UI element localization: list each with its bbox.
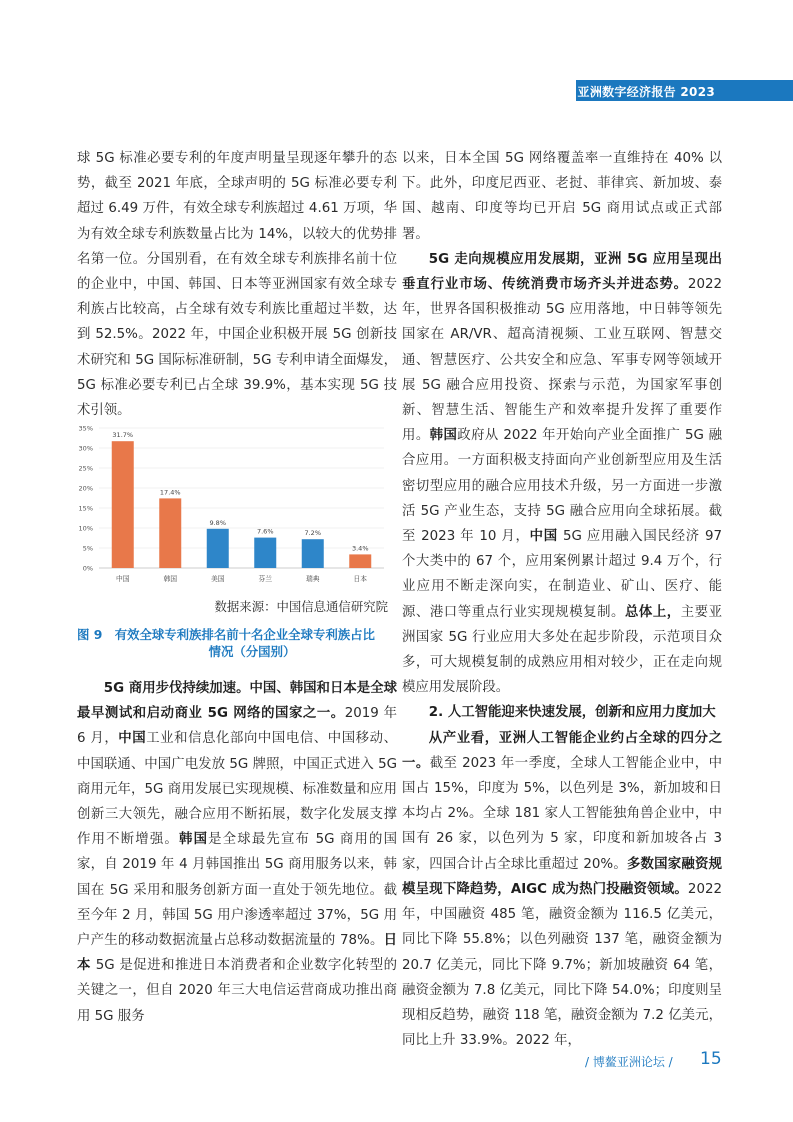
- x-tick-label: 瑞典: [305, 575, 320, 583]
- lead-sentence: 从产业看，亚洲人工智能企业约占全球的四分之一。: [402, 730, 722, 771]
- bar-value-label: 17.4%: [159, 488, 181, 497]
- bar-value-label: 7.2%: [304, 529, 322, 538]
- text-run: 是全球最先宣布 5G 商用的国家，自 2019 年 4 月韩国推出 5G 商用服务以来，韩国在 5G 采用和服务创新方面一直处于领先地位。截至今年 2 月，韩国 5G 用户渗透率超过 37%，5G 用户产生的移动数据流量占总移动数据流量的 78%。: [77, 832, 397, 949]
- footer-publisher: / 博鳌亚洲论坛 /: [585, 1055, 673, 1069]
- left-column-top: [77, 146, 397, 423]
- bar-0: [112, 441, 134, 568]
- bar-chart: [77, 418, 397, 590]
- country-korea: 韩国: [179, 832, 209, 848]
- header-bar: [576, 80, 793, 101]
- lead-sentence: 5G 商用步伐持续加速。中国、韩国和日本是全球最早测试和启动商业 5G 网络的国家之一。: [77, 681, 397, 722]
- section-heading-text: 2. 人工智能迎来快速发展，创新和应用力度加大: [428, 705, 716, 721]
- figure-caption: [77, 626, 397, 660]
- country-china: 中国: [118, 731, 147, 747]
- bar-value-label: 3.4%: [351, 544, 369, 553]
- text-run: 2022 年，中国融资 485 笔，融资金额为 116.5 亿美元，同比下降 55.8%；以色列融资 137 笔，融资金额为 20.7 亿美元，同比下降 9.7%；新加坡融资 64 笔，融资金额为 7.8 亿美元，同比下降 54.0%；印度则呈现相反趋势，融资 118 笔，融资金额为 7.2 亿美元，同比上升 33.9%。2022 年，: [402, 881, 722, 1049]
- text-run: 工业和信息化部向中国电信、中国移动、中国联通、中国广电发放 5G 牌照，中国正式进入 5G 商用元年，5G 商用发展已实现规模、标准数量和应用创新三大领先，融合应用不断拓展，数字化发展支撑作用不断增强。: [77, 731, 398, 848]
- caption-line-2: 情况（分国别）: [208, 644, 296, 659]
- text-run: 2022 年，世界各国积极推动 5G 应用落地，中日韩等领先国家在 AR/VR、超高清视频、工业互联网、智慧交通、智慧医疗、公共安全和应急、军事专网等领域开展 5G 融合应用投资、探索与示范，为国家军事创新、智慧生活、智能生产和效率提升发挥了重要作用。: [402, 277, 722, 444]
- report-title: 亚洲数字经济报告 2023: [577, 85, 715, 99]
- bar-value-label: 7.6%: [256, 527, 274, 536]
- lead-sentence-2: 多数国家融资规模呈现下降趋势，AIGC 成为热门投融资领域。: [402, 856, 722, 897]
- y-tick-label: 30%: [78, 444, 93, 453]
- x-tick-label: 日本: [353, 575, 368, 583]
- left-paragraph-1: 球 5G 标准必要专利的年度声明量呈现逐年攀升的态势，截至 2021 年底，全球声明的 5G 标准必要专利超过 6.49 万件，有效全球专利族超过 4.61 万项，华为有效全球专利族数量占比为 14%，以较大的优势排名第一位。分国别看，在有效全球专利族排名前十位的企业中，中国、韩国、日本等亚洲国家有效全球专利族占比较高，占全球有效专利族比重超过半数，达到 52.5%。2022 年，中国企业积极开展 5G 创新技术研究和 5G 国际标准研制，5G 专利申请全面爆发，5G 标准必要专利已占全球 39.9%，基本实现 5G 技术引领。: [77, 151, 397, 419]
- bar-2: [207, 529, 229, 568]
- section-heading: [402, 700, 722, 725]
- summary-lead: 总体上，: [625, 604, 681, 620]
- text-run: 5G 应用融入国民经济 97 个大类中的 67 个，应用案例累计超过 9.4 万个，行业应用不断走深向实，在制造业、矿山、医疗、能源、港口等重点行业实现规模复制。: [402, 529, 722, 620]
- country-korea: 韩国: [429, 428, 458, 444]
- y-tick-label: 0%: [82, 564, 93, 573]
- left-paragraph-2: [77, 676, 397, 1029]
- bar-value-label: 9.8%: [209, 518, 227, 527]
- text-run: 5G 是促进和推进日本消费者和企业数字化转型的关键之一，但自 2020 年三大电信运营商成功推出商用 5G 服务: [77, 958, 397, 1024]
- data-source: 数据来源：中国信息通信研究院: [214, 599, 388, 614]
- left-column-bottom: [77, 676, 397, 1029]
- country-china: 中国: [529, 529, 558, 545]
- bar-value-label: 31.7%: [112, 431, 134, 440]
- x-tick-label: 中国: [115, 575, 130, 583]
- right-paragraph-1: 以来，日本全国 5G 网络覆盖率一直维持在 40% 以下。此外，印度尼西亚、老挝、菲律宾、新加坡、泰国、越南、印度等均已开启 5G 商用试点或正式部署。: [402, 151, 722, 242]
- caption-line-1: 图 9 有效全球专利族排名前十名企业全球专利族占比: [77, 627, 375, 642]
- right-column: [402, 146, 722, 1053]
- y-tick-label: 10%: [78, 524, 93, 533]
- x-tick-label: 芬兰: [258, 575, 273, 583]
- text-run: 政府从 2022 年开始向产业全面推广 5G 融合应用。一方面积极支持面向产业创新型应用及生活密切型应用的融合应用技术升级，另一方面进一步激活 5G 产业生态，支持 5G 融合应用向全球拓展。截至 2023 年 10 月，: [402, 428, 723, 545]
- right-paragraph-3: [402, 726, 722, 1054]
- bar-5: [349, 554, 371, 568]
- page-number: 15: [700, 1049, 722, 1069]
- text-run: 主要亚洲国家 5G 行业应用大多处在起步阶段，示范项目众多，可大规模复制的成熟应用相对较少，正在走向规模应用发展阶段。: [402, 604, 723, 696]
- chart-figure: [77, 418, 397, 590]
- lead-sentence: 5G 走向规模应用发展期，亚洲 5G 应用呈现出垂直行业市场、传统消费市场齐头并进态势。: [402, 251, 722, 293]
- bar-3: [254, 538, 276, 568]
- right-paragraph-2: [402, 247, 722, 701]
- y-tick-label: 20%: [78, 484, 93, 493]
- text-run: 截至 2023 年一季度，全球人工智能企业中，中国占 15%，印度为 5%，以色列是 3%，新加坡和日本均占 2%。全球 181 家人工智能独角兽企业中，中国有 26 家，以色列为 5 家，印度和新加坡各占 3 家，四国合计占全球比重超过 20%。: [402, 755, 723, 872]
- x-tick-label: 韩国: [163, 575, 178, 583]
- x-tick-label: 美国: [210, 575, 225, 583]
- y-tick-label: 15%: [78, 504, 93, 513]
- y-tick-label: 25%: [78, 464, 93, 473]
- y-tick-label: 5%: [82, 544, 93, 553]
- country-japan: 日本: [77, 933, 397, 974]
- bar-1: [159, 498, 181, 568]
- y-tick-label: 35%: [78, 424, 93, 433]
- text-run: 2019 年 6 月，: [77, 706, 397, 747]
- bar-4: [302, 539, 324, 568]
